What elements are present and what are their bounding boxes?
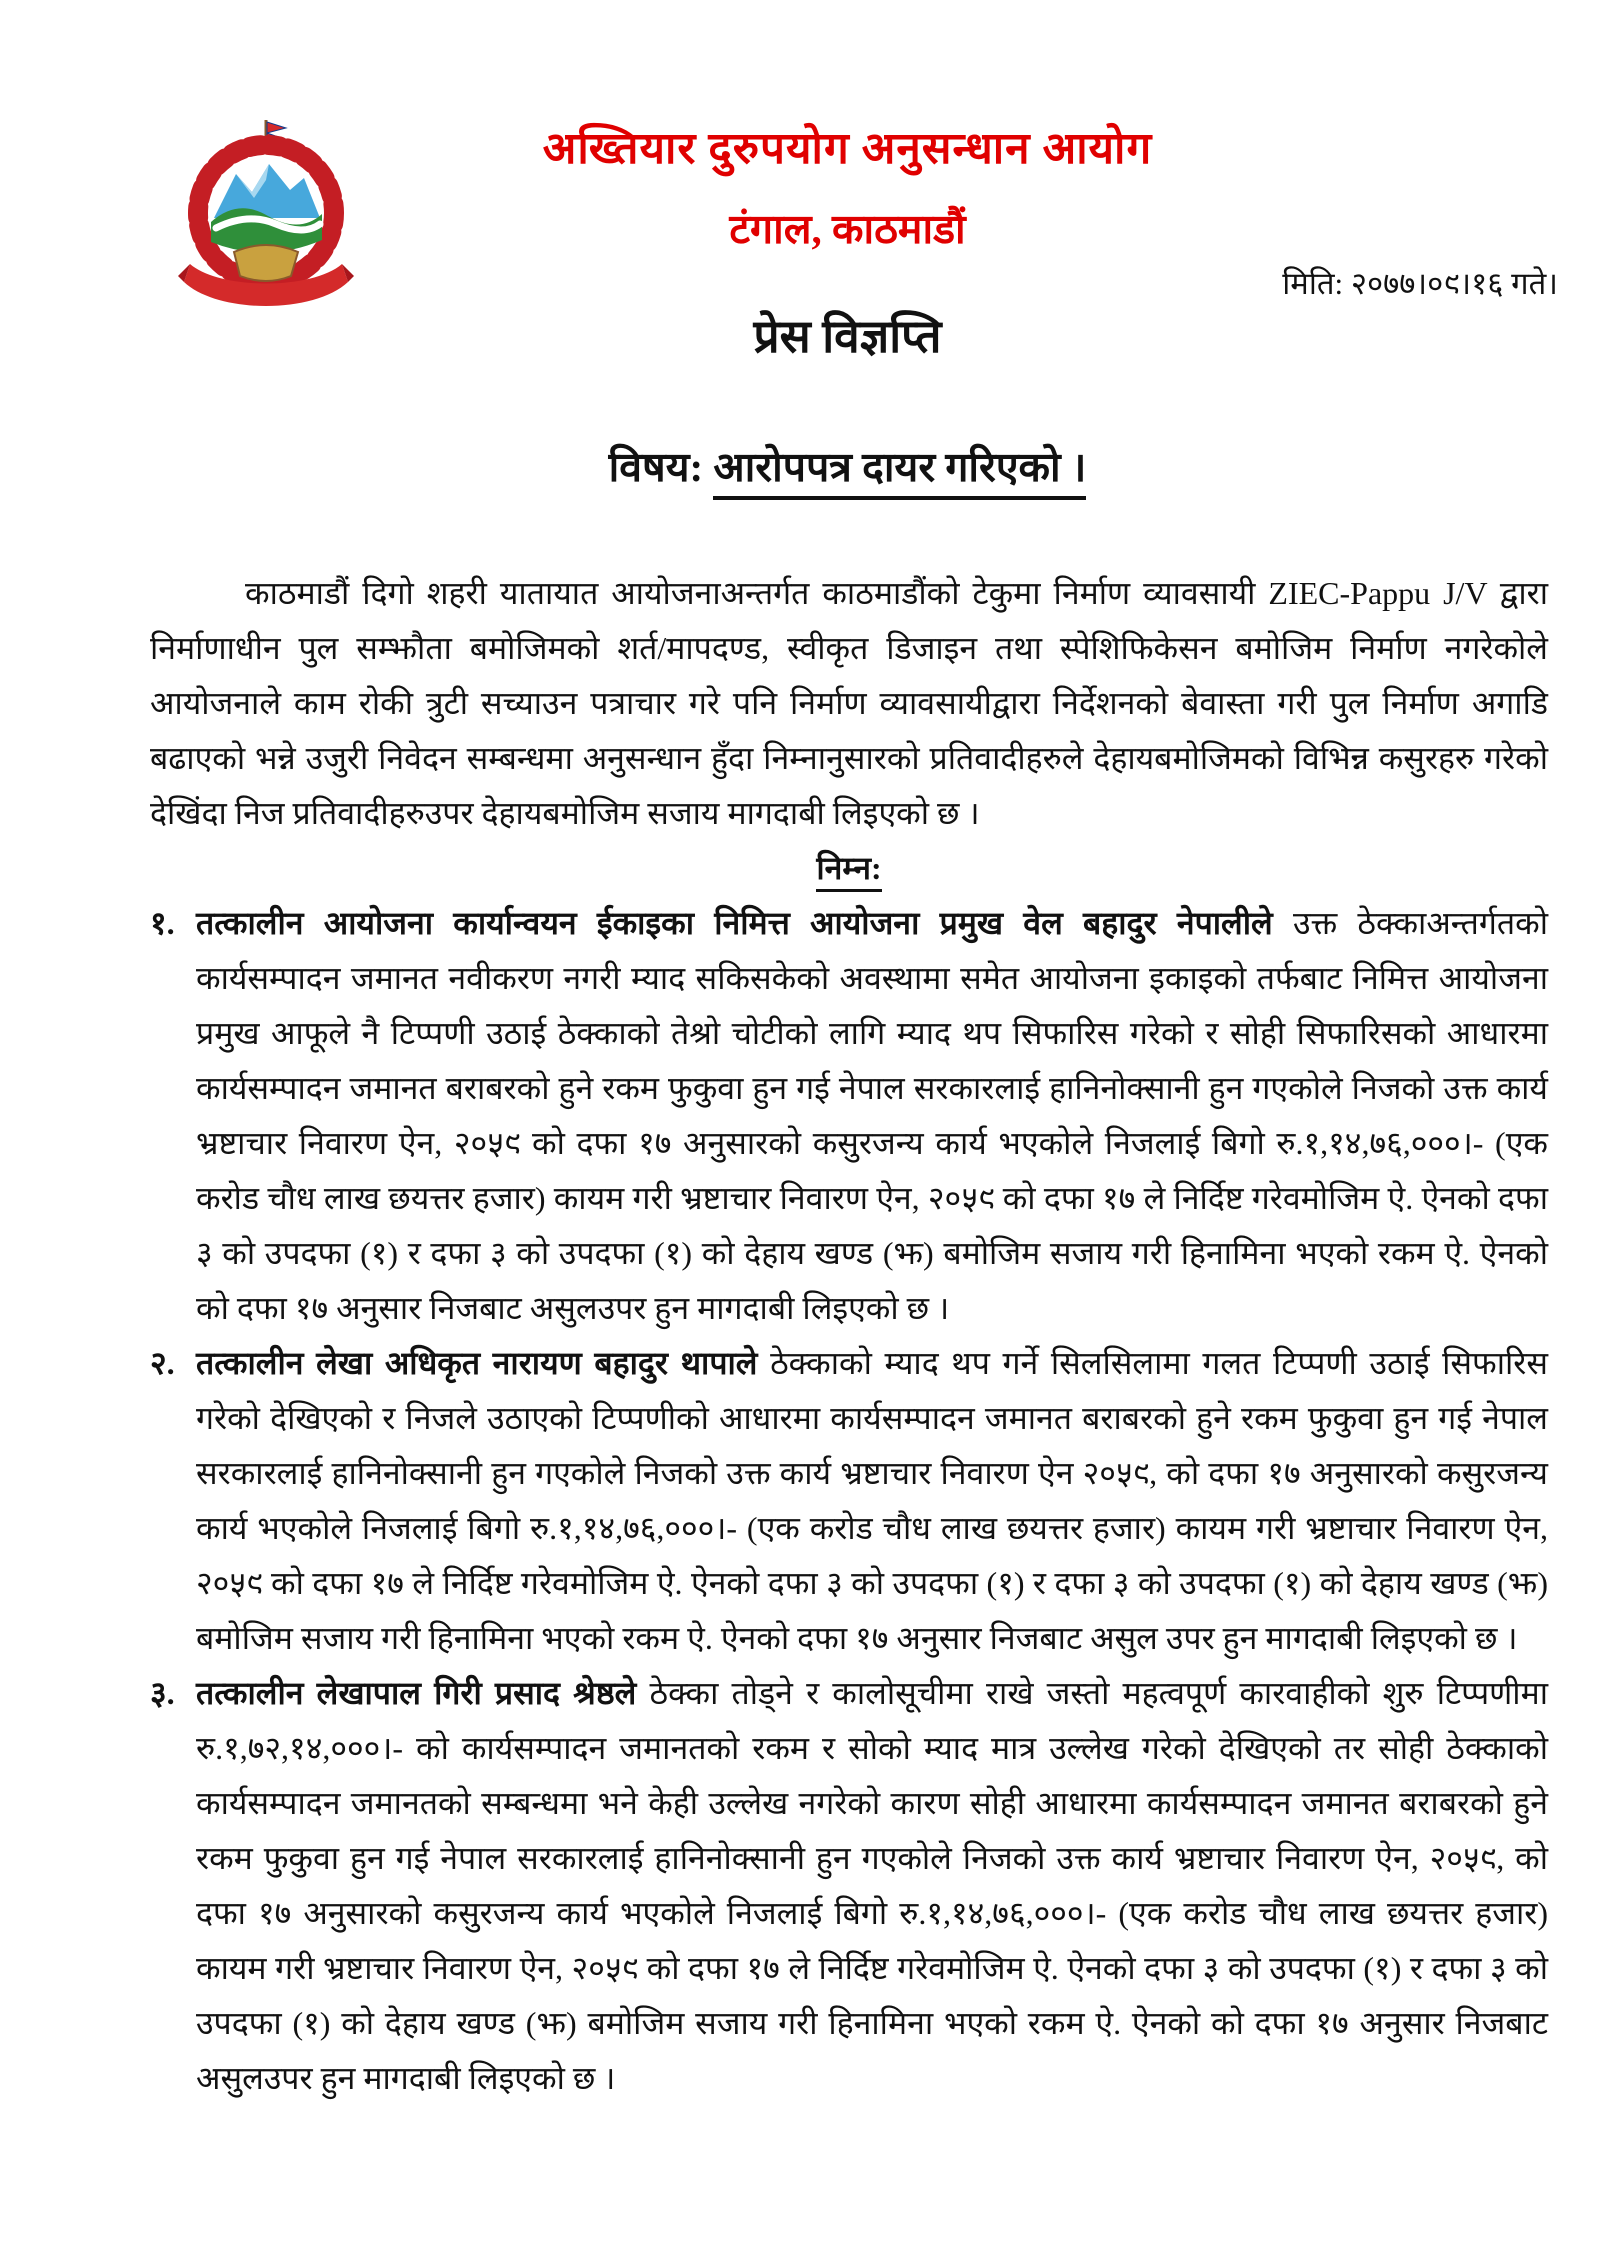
press-release-title: प्रेस विज्ञप्ति [753, 311, 942, 362]
item-number: १. [150, 905, 175, 941]
org-name: अख्तियार दुरुपयोग अनुसन्धान आयोग [542, 124, 1153, 173]
intro-paragraph: काठमाडौं दिगो शहरी यातायात आयोजनाअन्तर्गत काठमाडौंको टेकुमा निर्माण व्यावसायी ZIEC-Pappu J/V द्वारा निर्माणाधीन पुल सम्झौता बमोजिमको शर्त/मापदण्ड, स्वीकृत डिजाइन तथा स्पेशिफिकेसन बमोजिम निर्माण नगरेकोले आयोजनाले काम रोकी त्रुटी सच्याउन पत्राचार गरे पनि निर्माण व्यावसायीद्वारा निर्देशनको बेवास्ता गरी पुल निर्माण अगाडि बढाएको भन्ने उजुरी निवेदन सम्बन्धमा अनुसन्धान हुँदा निम्नानुसारको प्रतिवादीहरुले देहायबमोजिमको विभिन्न कसुरहरु गरेको देखिंदा निज प्रतिवादीहरुउपर देहायबमोजिम सजाय मागदाबी लिइएको छ । [150, 575, 1548, 831]
item-body: ठेक्का तोड्ने र कालोसूचीमा राखे जस्तो महत्वपूर्ण कारवाहीको शुरु टिप्पणीमा रु.१,७२,१४,०००।- को कार्यसम्पादन जमानतको रकम र सोको म्याद मात्र उल्लेख गरेको देखिएको तर सोही ठेक्काको कार्यसम्पादन जमानतको सम्बन्धमा भने केही उल्लेख नगरेको कारण सोही आधारमा कार्यसम्पादन जमानत बराबरको हुने रकम फुकुवा हुन गई नेपाल सरकारलाई हानिनोक्सानी हुन गएकोले निजको उक्त कार्य भ्रष्टाचार निवारण ऐन, २०५९, को दफा १७ अनुसारको कसुरजन्य कार्य भएकोले निजलाई बिगो रु.१,१४,७६,०००।- (एक करोड चौध लाख छयत्तर हजार) कायम गरी भ्रष्टाचार निवारण ऐन, २०५९ को दफा १७ ले निर्दिष्ट गरेवमोजिम ऐ. ऐनको दफा ३ को उपदफा (१) र दफा ३ को उपदफा (१) को देहाय खण्ड (झ) बमोजिम सजाय गरी हिनामिना भएको रकम ऐ. ऐनको को दफा १७ अनुसार निजबाट असुलउपर हुन मागदाबी लिइएको छ । [196, 1675, 1548, 2096]
list-heading: निम्न: [150, 841, 1548, 896]
charge-item-2 [150, 1336, 1548, 1666]
item-body: ठेक्काको म्याद थप गर्ने सिलसिलामा गलत टिप्पणी उठाई सिफारिस गरेको देखिएको र निजले उठाएको टिप्पणीको आधारमा कार्यसम्पादन जमानत बराबरको हुने रकम फुकुवा हुन गई नेपाल सरकारलाई हानिनोक्सानी हुन गएकोले निजको उक्त कार्य भ्रष्टाचार निवारण ऐन २०५९, को दफा १७ अनुसारको कसुरजन्य कार्य भएकोले निजलाई बिगो रु.१,१४,७६,०००।- (एक करोड चौध लाख छयत्तर हजार) कायम गरी भ्रष्टाचार निवारण ऐन, २०५९ को दफा १७ ले निर्दिष्ट गरेवमोजिम ऐ. ऐनको दफा ३ को उपदफा (१) र दफा ३ को उपदफा (१) को देहाय खण्ड (झ) बमोजिम सजाय गरी हिनामिना भएको रकम ऐ. ऐनको दफा १७ अनुसार निजबाट असुल उपर हुन मागदाबी लिइएको छ । [196, 1345, 1549, 1656]
date-text: मिति: २०७७।०९।१६ गते। [1282, 266, 1558, 301]
item-lead: तत्कालीन लेखापाल गिरी प्रसाद श्रेष्ठले [196, 1675, 637, 1711]
charge-list [150, 896, 1548, 2106]
subject-line [100, 438, 1595, 494]
item-body: उक्त ठेक्काअन्तर्गतको कार्यसम्पादन जमानत नवीकरण नगरी म्याद सकिसकेको अवस्थामा समेत आयोजना इकाइको तर्फबाट निमित्त आयोजना प्रमुख आफूले नै टिप्पणी उठाई ठेक्काको तेश्रो चोटीको लागि म्याद थप सिफारिस गरेको र सोही सिफारिसको आधारमा कार्यसम्पादन जमानत बराबरको हुने रकम फुकुवा हुन गई नेपाल सरकारलाई हानिनोक्सानी हुन गएकोले निजको उक्त कार्य भ्रष्टाचार निवारण ऐन, २०५९ को दफा १७ अनुसारको कसुरजन्य कार्य भएकोले निजलाई बिगो रु.१,१४,७६,०००।- (एक करोड चौध लाख छयत्तर हजार) कायम गरी भ्रष्टाचार निवारण ऐन, २०५९ को दफा १७ ले निर्दिष्ट गरेवमोजिम ऐ. ऐनको दफा ३ को उपदफा (१) र दफा ३ को उपदफा (१) को देहाय खण्ड (झ) बमोजिम सजाय गरी हिनामिना भएको रकम ऐ. ऐनको को दफा १७ अनुसार निजबाट असुलउपर हुन मागदाबी लिइएको छ । [196, 905, 1548, 1326]
item-lead: तत्कालीन लेखा अधिकृत नारायण बहादुर थापाले [196, 1345, 758, 1381]
document-body [150, 566, 1548, 2106]
item-number: ३. [150, 1675, 175, 1711]
charge-item-3 [150, 1666, 1548, 2106]
subject-label: विषय: [608, 444, 704, 490]
item-lead: तत्कालीन आयोजना कार्यान्वयन ईकाइका निमित्त आयोजना प्रमुख वेल बहादुर नेपालीले [196, 905, 1273, 941]
charge-item-1 [150, 896, 1548, 1336]
item-number: २. [150, 1345, 175, 1381]
subject-text: आरोपपत्र दायर गरिएको । [713, 444, 1086, 500]
org-address: टंगाल, काठमाडौं [729, 206, 966, 252]
